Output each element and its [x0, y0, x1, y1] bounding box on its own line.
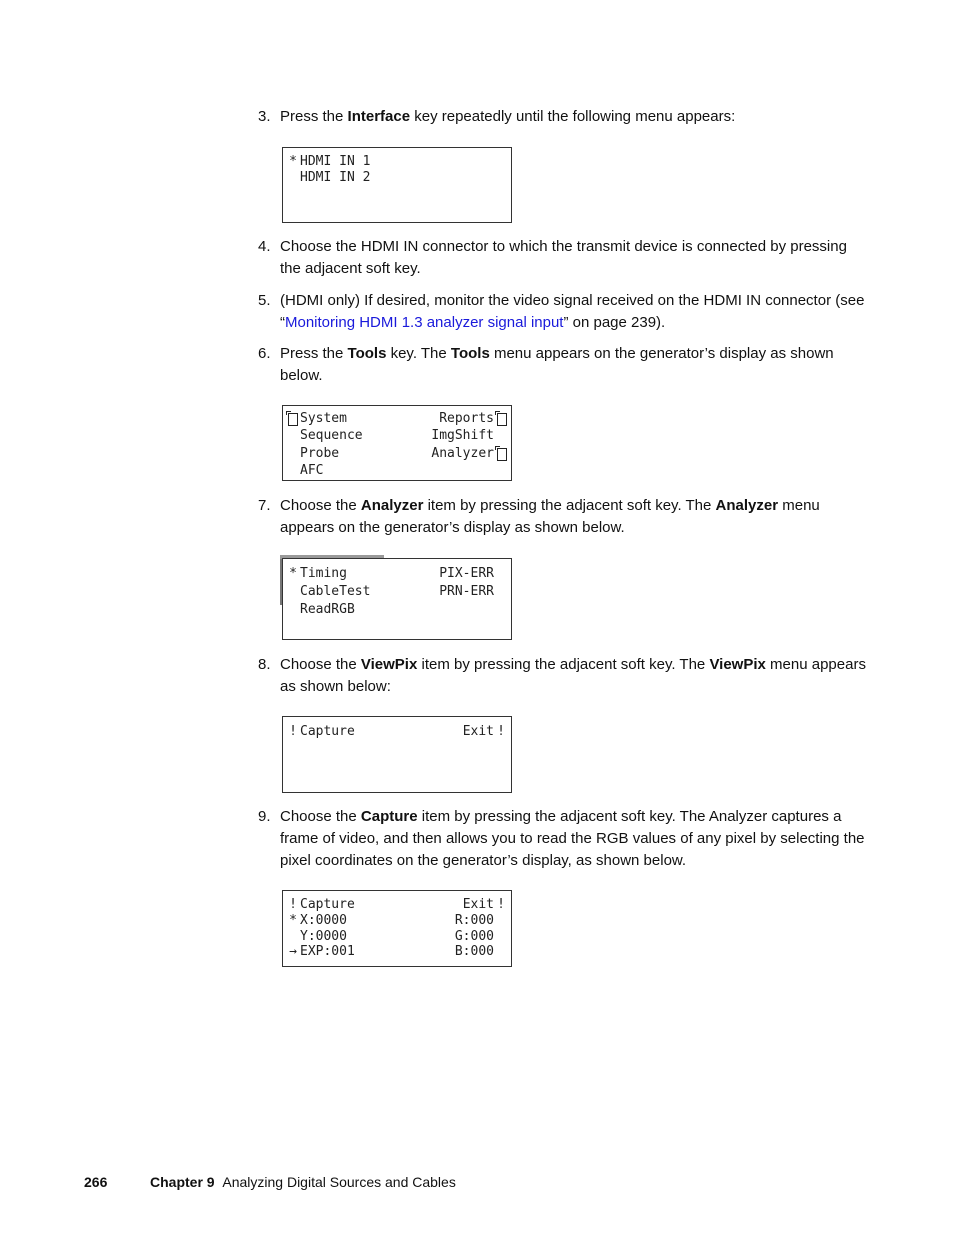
green-value: G:000: [454, 929, 494, 944]
arrow-right-icon: →: [289, 944, 297, 959]
step-7: 7. Choose the Analyzer item by pressing the adjacent soft key. The Analyzer menu appears on the generator’s display as shown below.: [258, 497, 820, 536]
submenu-icon: [497, 413, 507, 426]
submenu-icon: [497, 448, 507, 461]
step-number: 7.: [258, 497, 271, 514]
menu-item-analyzer[interactable]: Analyzer: [431, 446, 494, 461]
menu-item-probe[interactable]: Probe: [300, 446, 340, 461]
menu-item-hdmi-in-2[interactable]: HDMI IN 2: [300, 170, 371, 185]
lcd-readrgb-display: [282, 890, 512, 967]
pixel-x-coordinate[interactable]: X:0000: [300, 913, 347, 928]
selection-marker: *: [289, 566, 297, 581]
menu-item-capture[interactable]: Capture: [300, 724, 355, 739]
step-number: 8.: [258, 656, 271, 673]
step-3: 3. Press the Interface key repeatedly until the following menu appears:: [258, 106, 870, 128]
lcd-tools-menu: [282, 405, 512, 481]
red-value: R:000: [454, 913, 494, 928]
menu-item-cabletest[interactable]: CableTest: [300, 584, 371, 599]
step-9: 9. Choose the Capture item by pressing the adjacent soft key. The Analyzer captures a frame of video, and then allows you to read the RGB values of any pixel by selecting the pixel coordinates on the generator’s display, as shown below.: [258, 808, 865, 869]
action-marker: !: [497, 724, 505, 739]
selection-marker: *: [289, 913, 297, 928]
menu-item-system[interactable]: System: [300, 411, 347, 426]
page-number: 266: [84, 1174, 108, 1190]
cross-reference-link[interactable]: Monitoring HDMI 1.3 analyzer signal input: [285, 314, 564, 331]
step-number: 5.: [258, 292, 271, 309]
step-4: 4. Choose the HDMI IN connector to which the transmit device is connected by pressing the adjacent soft key.: [258, 238, 847, 277]
menu-item-prn-err[interactable]: PRN-ERR: [439, 584, 494, 599]
lcd-viewpix-menu: [282, 716, 512, 793]
chapter-label: Chapter 9: [150, 1174, 215, 1190]
exposure-value[interactable]: EXP:001: [300, 944, 355, 959]
chapter-title: Analyzing Digital Sources and Cables: [222, 1174, 456, 1190]
action-marker: !: [289, 897, 297, 912]
menu-item-hdmi-in-1[interactable]: HDMI IN 1: [300, 154, 371, 169]
menu-item-exit[interactable]: Exit: [462, 724, 494, 739]
step-number: 3.: [258, 108, 271, 125]
step-number: 9.: [258, 808, 271, 825]
action-marker: !: [289, 724, 297, 739]
step-number: 4.: [258, 238, 271, 255]
lcd-analyzer-menu: [282, 558, 512, 640]
menu-item-imgshift[interactable]: ImgShift: [431, 428, 494, 443]
step-5: 5. (HDMI only) If desired, monitor the video signal received on the HDMI IN connector (see “Monitoring HDMI 1.3 analyzer signal input” on page 239).: [258, 292, 865, 331]
pixel-y-coordinate[interactable]: Y:0000: [300, 929, 347, 944]
key-name: Interface: [347, 108, 411, 125]
submenu-icon: [288, 413, 298, 426]
step-6: 6. Press the Tools key. The Tools menu appears on the generator’s display as shown below.: [258, 345, 834, 384]
step-8: 8. Choose the ViewPix item by pressing the adjacent soft key. The ViewPix menu appears as shown below:: [258, 656, 866, 695]
menu-item-exit[interactable]: Exit: [462, 897, 494, 912]
action-marker: !: [497, 897, 505, 912]
menu-item-timing[interactable]: Timing: [300, 566, 347, 581]
step-number: 6.: [258, 345, 271, 362]
lcd-interface-menu: [282, 147, 512, 223]
selection-marker: *: [289, 154, 297, 169]
menu-item-reports[interactable]: Reports: [439, 411, 494, 426]
menu-item-pix-err[interactable]: PIX-ERR: [439, 566, 494, 581]
menu-item-sequence[interactable]: Sequence: [300, 428, 363, 443]
menu-item-afc[interactable]: AFC: [300, 463, 324, 478]
menu-item-capture[interactable]: Capture: [300, 897, 355, 912]
blue-value: B:000: [454, 944, 494, 959]
menu-item-readrgb[interactable]: ReadRGB: [300, 602, 355, 617]
